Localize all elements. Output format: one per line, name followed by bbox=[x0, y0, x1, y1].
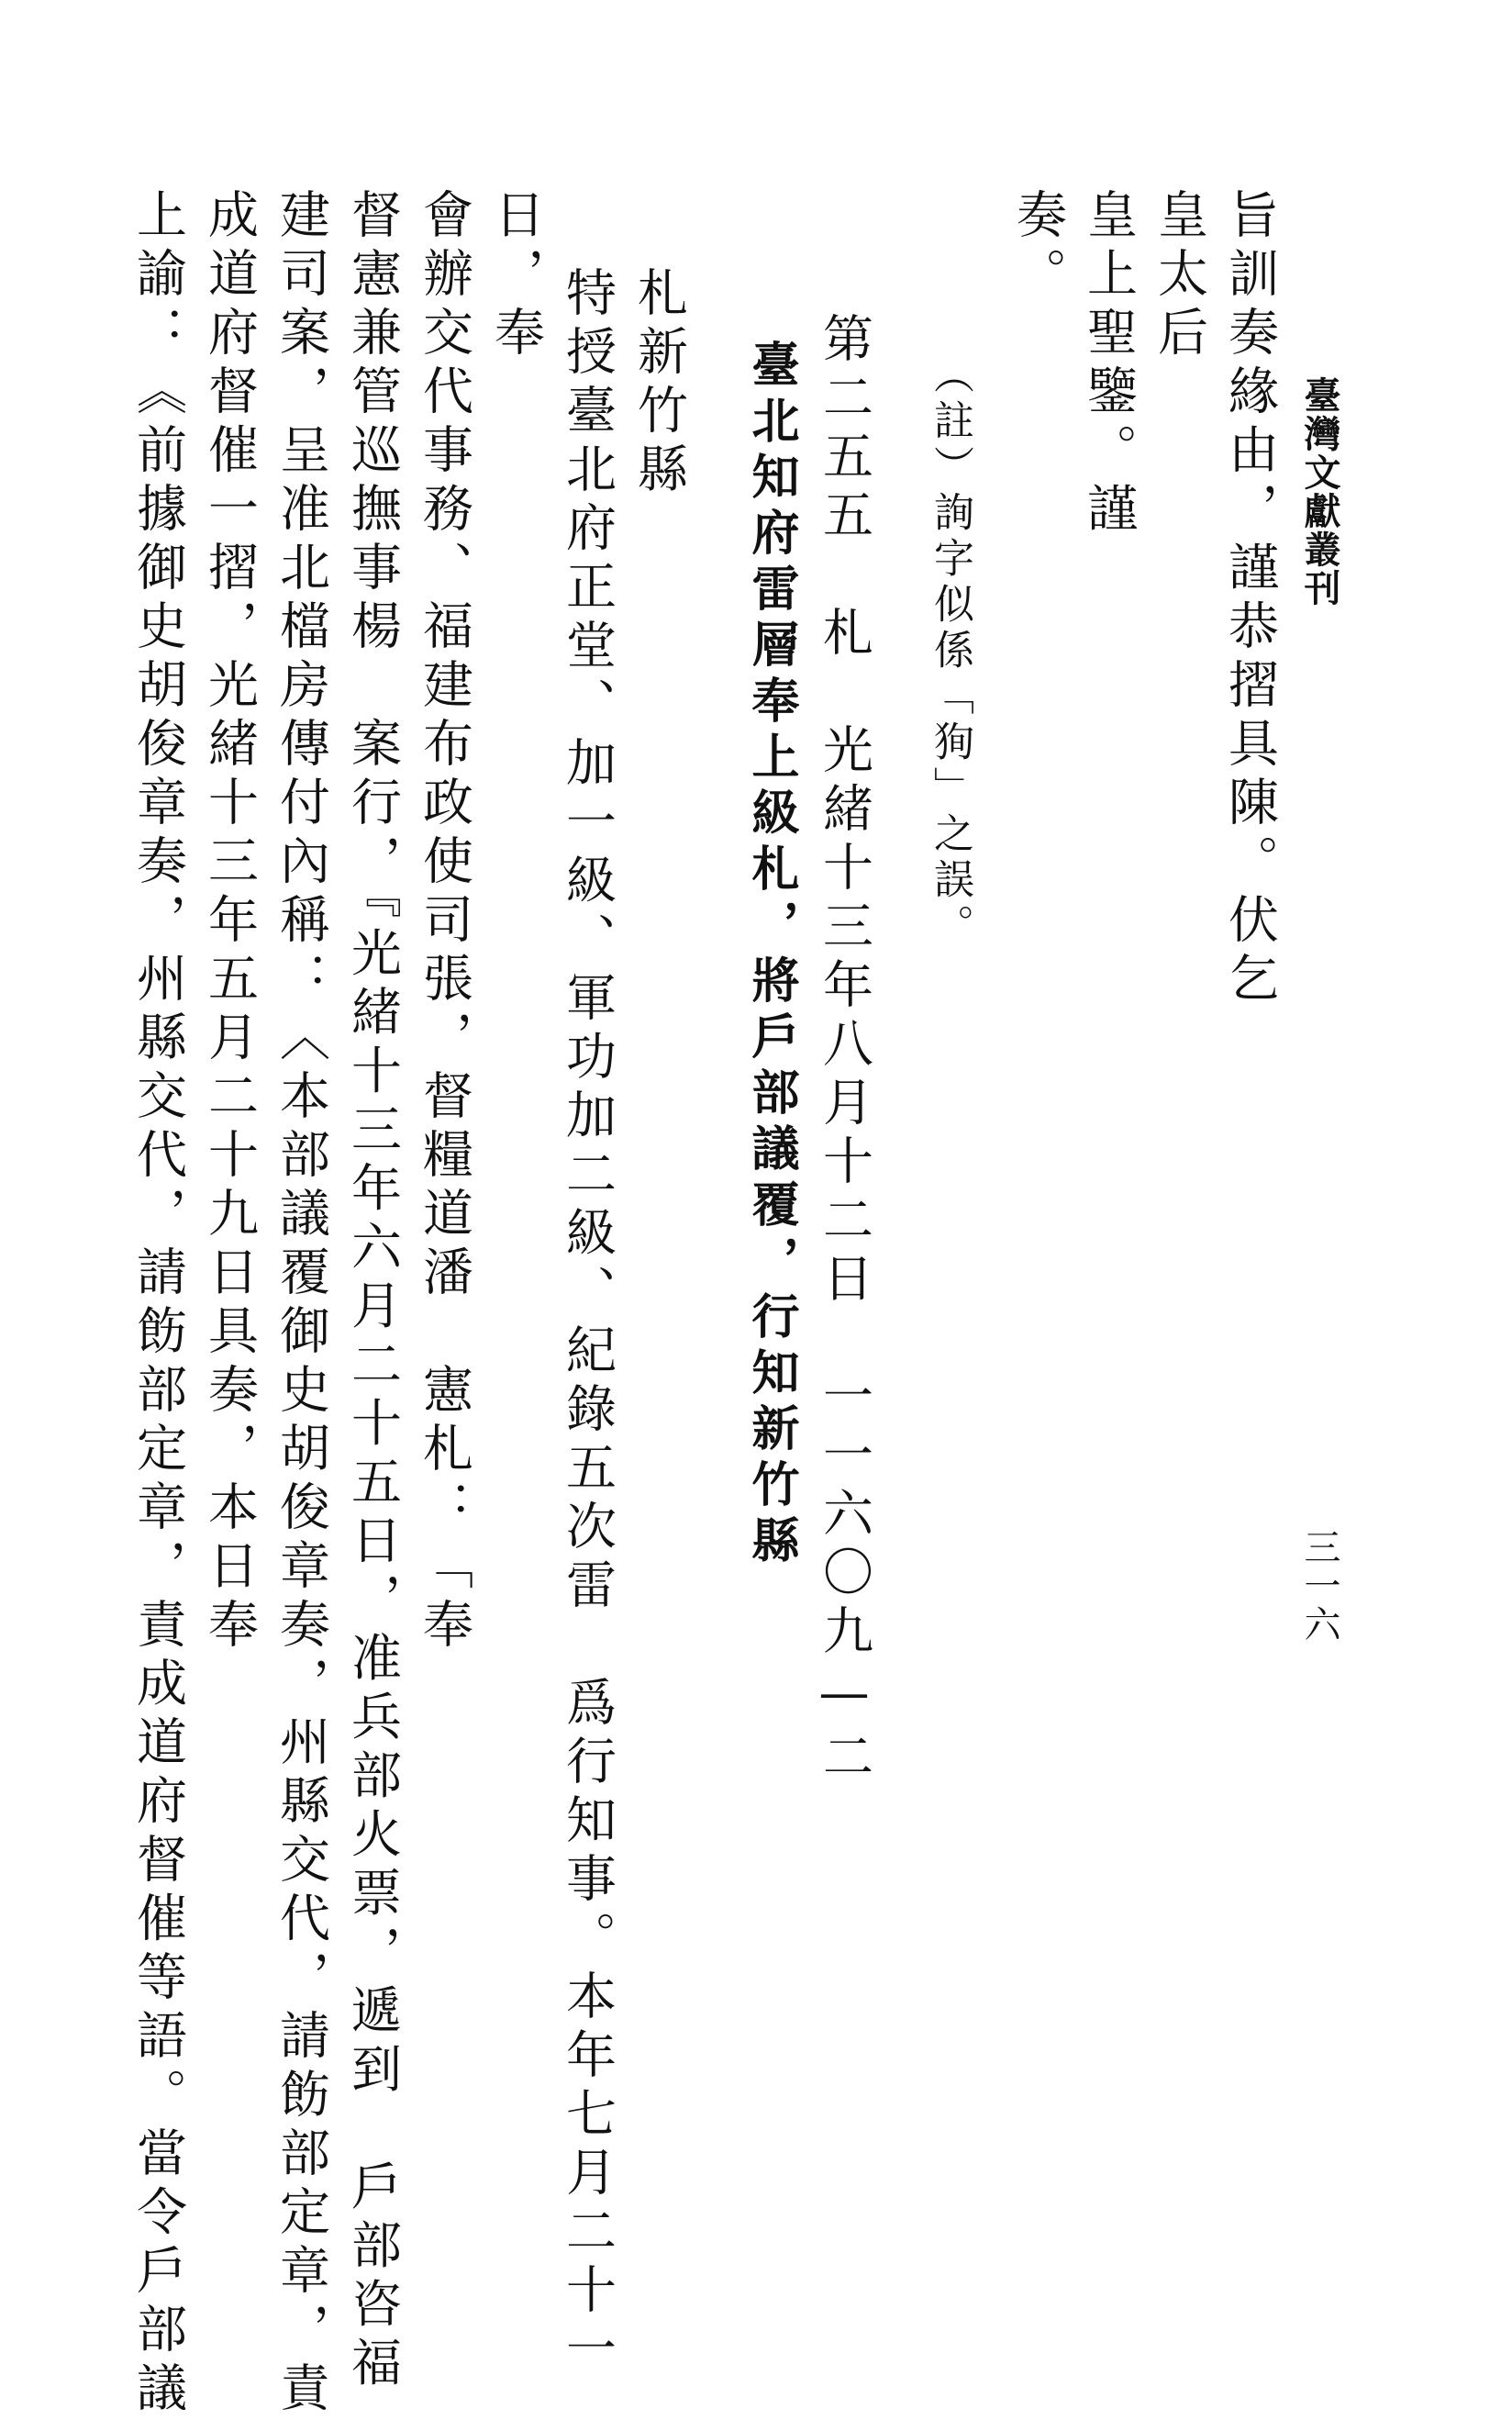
text-column: 皇太后 bbox=[1150, 188, 1208, 364]
text-column: 日，奉 bbox=[486, 188, 545, 364]
text-column: 札新竹縣 bbox=[629, 266, 688, 501]
footnote-column: （註）詢字似係「狥」之誤。 bbox=[927, 353, 973, 950]
text-column: 奏。 bbox=[1008, 188, 1067, 306]
text-column: 上諭：《前據御史胡俊章奏，州縣交代，請飭部定章，責成道府督催等語。當令戶部議 bbox=[128, 188, 187, 2420]
page-number: 三一六 bbox=[1298, 1528, 1340, 1644]
text-column: 皇上聖鑒。謹 bbox=[1079, 188, 1138, 541]
text-column: 旨訓奏緣由，謹恭摺具陳。伏乞 bbox=[1220, 188, 1279, 1010]
section-heading-column: 臺北知府雷層奉上級札，將戶部議覆，行知新竹縣 bbox=[743, 340, 799, 1571]
text-column: 會辦交代事務、福建布政使司張，督糧道潘 憲札：「奉 bbox=[415, 188, 473, 1656]
text-column: 成道府督催一摺，光緒十三年五月二十九日具奏，本日奉 bbox=[200, 188, 259, 1656]
text-column: 特授臺北府正堂、加一級、軍功加二級、紀錄五次雷 爲行知事。本年七月二十一 bbox=[558, 266, 617, 2381]
text-column: 建司案，呈准北檔房傳付內稱：〈本部議覆御史胡俊章奏，州縣交代，請飭部定章，責 bbox=[272, 188, 330, 2420]
text-column: 第二五五 札 光緒十三年八月十二日 一一六〇九—二 bbox=[815, 312, 873, 1789]
running-header-title: 臺灣文獻叢刊 bbox=[1298, 376, 1341, 608]
text-column: 督憲兼管巡撫事楊 案行，『光緒十三年六月二十五日，准兵部火票，遞到 戶部咨福 bbox=[343, 188, 402, 2395]
